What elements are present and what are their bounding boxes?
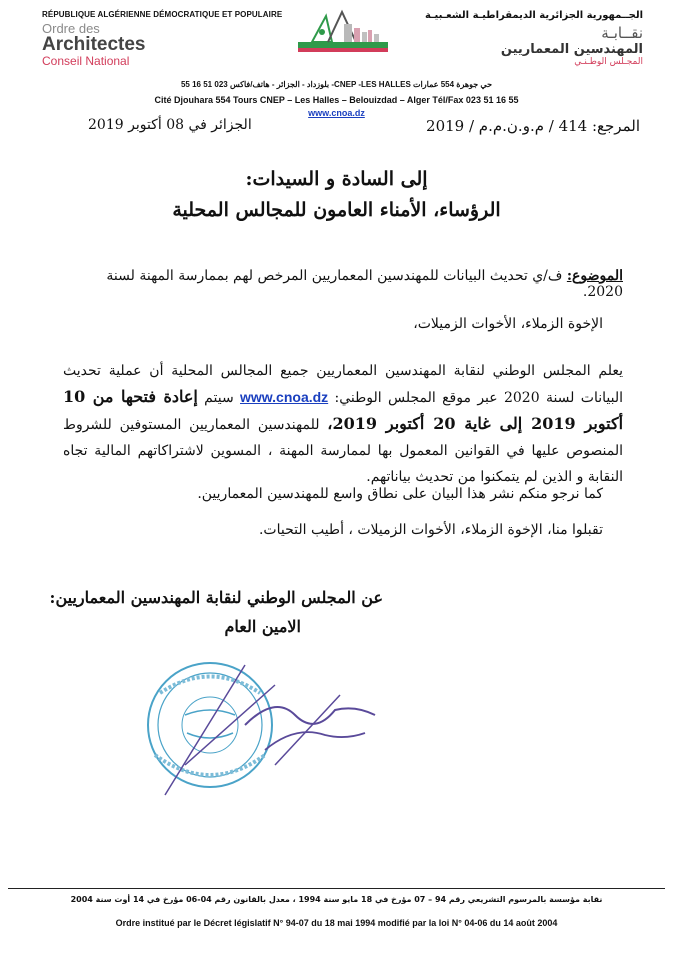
body-paragraph-2: كما نرجو منكم نشر هذا البيان على نطاق واسع للمهندسين المعماريين. bbox=[197, 486, 603, 502]
republic-name-ar: الجــمهورية الجزائرية الديمقراطيـة الشعـبيـة bbox=[425, 10, 643, 21]
footer-legal-french: Ordre institué par le Décret législatif N° 94-07 du 18 mai 1994 modifié par la loi N° 04-06 du 14 août 2004 bbox=[115, 918, 558, 928]
paragraph-1-part-b: سيتم bbox=[204, 390, 234, 406]
recipient-line-1: إلى السادة و السيدات: bbox=[245, 168, 428, 190]
recipient-line-2: الرؤساء، الأمناء العامون للمجالس المحلية bbox=[172, 199, 501, 221]
ordre-des-label: Ordre des bbox=[42, 21, 100, 36]
niqaba-label: نقــابـة bbox=[601, 24, 643, 42]
subject-label: الموضوع: bbox=[566, 268, 623, 284]
letter-date: الجزائر في 08 أكتوبر 2019 bbox=[88, 117, 252, 133]
cnoa-website-link[interactable]: www.cnoa.dz bbox=[240, 389, 329, 405]
address-arabic: حي جوهرة 554 عمارات CNEP -LES HALLES- بلوزداد - الجزائر - هاتف/فاكس 023 51 16 55 bbox=[180, 80, 493, 89]
majlis-label: المجـلس الوطـنـي bbox=[574, 57, 643, 67]
website-link[interactable]: www.cnoa.dz bbox=[308, 108, 365, 118]
subject-line bbox=[103, 268, 623, 300]
reference-number: المرجع: 414 / م.و.ن.م.م / 2019 bbox=[426, 117, 640, 135]
paragraph-1-part-c: للمهندسين المعماريين المستوفين للشروط المنصوص عليها في القوانين المعمول بها لممارسة المهنة ، المسوين لاشتراكاتهم المالية تجاه النقابة و الذين لم يتمكنوا من تحديث بياناتهم. bbox=[63, 417, 623, 485]
body-paragraph-1 bbox=[63, 358, 623, 490]
address-french: Cité Djouhara 554 Tours CNEP – Les Halles – Belouizdad – Alger Tél/Fax 023 51 16 55 bbox=[154, 95, 519, 105]
footer-legal-arabic: نقابة مؤسسة بالمرسوم التشريعي رقم 94 – 07 مؤرخ في 18 مايو سنة 1994 ، معدل بالقانون رقم 04-06 مؤرخ في 14 أوت سنة 2004 bbox=[70, 895, 603, 904]
cnoa-logo-icon bbox=[298, 8, 388, 64]
footer-divider bbox=[8, 888, 665, 889]
conseil-national-label: Conseil National bbox=[42, 54, 130, 68]
official-stamp-icon bbox=[125, 655, 395, 805]
signatory-title: الامين العام bbox=[224, 617, 301, 636]
closing-salutation: تقبلوا منا، الإخوة الزملاء، الأخوات الزميلات ، أطيب التحيات. bbox=[258, 522, 603, 538]
greeting: الإخوة الزملاء، الأخوات الزميلات، bbox=[413, 316, 603, 332]
republic-name-fr: RÉPUBLIQUE ALGÉRIENNE DÉMOCRATIQUE ET POPULAIRE bbox=[42, 10, 283, 19]
signatory-organization: عن المجلس الوطني لنقابة المهندسين المعماريين: bbox=[49, 588, 383, 607]
paragraph-1-dates: إعادة فتحها من 10 أكتوبر 2019 إلى غاية 20 أكتوبر 2019، bbox=[63, 387, 624, 433]
header-french-block bbox=[42, 10, 282, 68]
architectes-label: Architectes bbox=[42, 34, 146, 55]
muhandisin-label: المهندسين المعماريين bbox=[500, 42, 643, 57]
header-arabic-block bbox=[425, 10, 643, 67]
paragraph-1-part-a: يعلم المجلس الوطني لنقابة المهندسين المعماريين جميع المجالس المحلية أن عملية تحديث البيانات لسنة 2020 عبر موقع المجلس الوطني: bbox=[63, 363, 623, 406]
subject-text: ف/ي تحديث البيانات للمهندسين المعماريين المرخص لهم بممارسة المهنة لسنة 2020. bbox=[106, 268, 623, 300]
